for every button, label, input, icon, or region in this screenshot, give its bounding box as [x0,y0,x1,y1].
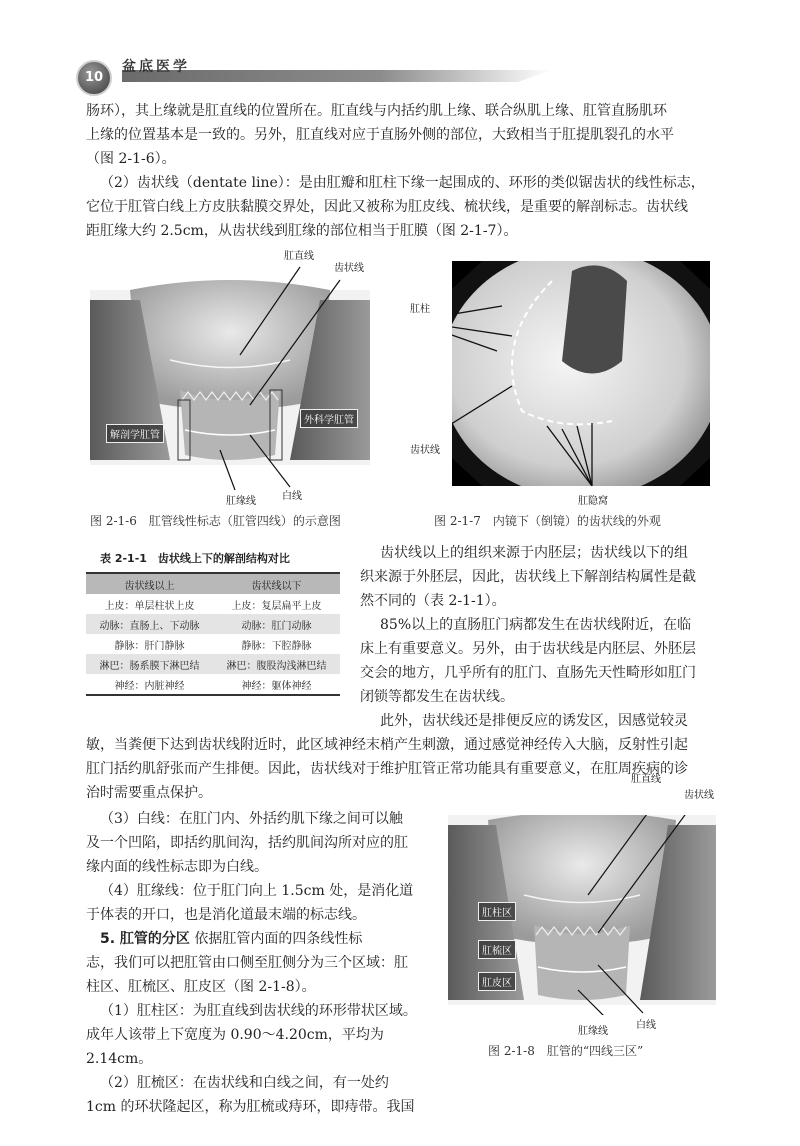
table-cell: 神经：内脏神经 [86,674,213,695]
paragraph-9-line-1: （1）肛柱区：为肛直线到齿状线的环形带状区域。 [100,1003,417,1019]
paragraph-6-line-3: 缘内面的线性标志即为白线。 [86,859,268,875]
table-row [86,674,340,695]
paragraph-3-line-1: 齿状线以上的组织来源于内胚层；齿状线以下的组 [380,545,688,561]
fig2-label-anal-crypt: 肛隐窝 [578,496,608,507]
paragraph-5-line-2: 敏，当粪便下达到齿状线附近时，此区域神经末梢产生刺激，通过感觉神经传入大脑，反射性引起 [86,737,688,753]
table-cell: 神经：躯体神经 [213,674,340,695]
table-cell: 静脉：下腔静脉 [241,640,312,652]
paragraph-2-line-3: 距肛缘大约 2.5cm，从齿状线到肛缘的部位相当于肛膜（图 2-1-7）。 [86,223,518,239]
section-heading: 5. 肛管的分区 [100,931,190,947]
table-cell: 上皮：复层扁平上皮 [231,600,322,612]
fig3-label-dentate-line: 齿状线 [684,790,714,801]
endoscopic-photo [452,261,710,486]
table-title: 表 2-1-1 齿状线上下的解剖结构对比 [100,552,290,565]
table-header: 齿状线以上 [86,573,213,594]
table-cell: 动脉：肛门动脉 [213,614,340,634]
paragraph-2-line-2: 它位于肛管白线上方皮肤黏膜交界处，因此又被称为肛皮线、梳状线，是重要的解剖标志。齿状线 [86,199,688,215]
paragraph-4-line-4: 闭锁等都发生在齿状线。 [360,689,514,705]
fig1-label-surgical-canal: 外科学肛管 [300,409,358,428]
fig1-label-dentate-line: 齿状线 [334,263,364,274]
table-cell: 上皮：单层柱状上皮 [104,600,195,612]
paragraph-1-line-1: 肠环），其上缘就是肛直线的位置所在。肛直线与内括约肌上缘、联合纵肌上缘、肛管直肠肌环 [86,103,667,119]
table-row [86,614,340,634]
paragraph-1-line-2: 上缘的位置基本是一致的。另外，肛直线对应于直肠外侧的部位，大致相当于肛提肌裂孔的水平 [86,127,674,143]
book-title: 盆底医学 [122,59,190,75]
fig3-label-skin-zone: 肛皮区 [478,972,516,991]
fig1-label-anal-verge: 肛缘线 [226,496,256,507]
paragraph-4-line-3: 交会的地方，几乎所有的肛门、直肠先天性畸形如肛门 [360,665,696,681]
fig3-label-anal-verge: 肛缘线 [578,1026,608,1037]
paragraph-6-line-2: 及一个凹陷，即括约肌间沟，括约肌间沟所对应的肛 [86,835,408,851]
fig3-label-white-line: 白线 [636,1020,656,1031]
paragraph-1-line-3: （图 2-1-6）。 [86,151,176,167]
paragraph-9-line-3: 2.14cm。 [86,1051,153,1067]
table-cell: 动脉：直肠上、下动脉 [86,614,213,634]
fig1-label-white-line: 白线 [282,491,302,502]
figure-1-caption: 图 2-1-6 肛管线性标志（肛管四线）的示意图 [90,514,341,528]
figure-2-caption: 图 2-1-7 内镜下（倒镜）的齿状线的外观 [434,514,661,528]
table-cell: 淋巴：腹股沟浅淋巴结 [213,654,340,674]
fig2-label-dentate-line: 齿状线 [410,445,440,456]
fig3-label-pecten-zone: 肛梳区 [478,940,516,959]
table-row [86,654,340,674]
paragraph-10-line-1: （2）肛梳区：在齿状线和白线之间，有一处约 [100,1075,389,1091]
fig2-label-anal-column: 肛柱 [410,304,430,315]
paragraph-5-line-1: 此外，齿状线还是排便反应的诱发区，因感觉较灵 [380,713,688,729]
table-header: 齿状线以下 [213,573,340,594]
paragraph-8-line-1-text: 依据肛管内面的四条线性标 [194,931,363,947]
paragraph-6-line-1: （3）白线：在肛门内、外括约肌下缘之间可以触 [100,811,403,827]
table-cell: 静脉：肝门静脉 [114,640,185,652]
paragraph-7-line-1: （4）肛缘线：位于肛门向上 1.5cm 处，是消化道 [100,883,414,899]
fig3-label-anorectal-line: 肛直线 [631,774,661,785]
table-cell: 淋巴：肠系膜下淋巴结 [86,654,213,674]
paragraph-10-line-2: 1cm 的环状隆起区，称为肛梳或痔环，即痔带。我国 [86,1099,415,1115]
fig1-label-anatomic-canal: 解剖学肛管 [106,424,164,443]
fig3-label-column-zone: 肛柱区 [478,902,516,921]
paragraph-8-line-1 [100,928,430,951]
paragraph-7-line-2: 于体表的开口，也是消化道最末端的标志线。 [86,907,366,923]
table-row [86,594,340,614]
comparison-table [86,572,340,696]
paragraph-4-line-2: 床上有重要意义。另外，由于齿状线是内胚层、外胚层 [360,641,696,657]
fig1-label-anorectal-line: 肛直线 [284,251,314,262]
figure-3-caption: 图 2-1-8 肛管的“四线三区” [488,1044,644,1058]
paragraph-3-line-3: 然不同的（表 2-1-1）。 [360,593,506,609]
paragraph-5-line-3: 肛门括约肌舒张而产生排便。因此，齿状线对于维护肛管正常功能具有重要意义，在肛周疾病的诊 [86,761,688,777]
paragraph-3-line-2: 织来源于外胚层，因此，齿状线上下解剖结构属性是截 [360,569,696,585]
paragraph-8-line-3: 柱区、肛梳区、肛皮区（图 2-1-8）。 [86,979,316,995]
paragraph-2-line-1: （2）齿状线（dentate line）：是由肛瓣和肛柱下缘一起围成的、环形的类似锯齿状的线性标志， [100,175,705,191]
figure-1-leader-lines [90,255,390,505]
page-number: 10 [76,60,112,96]
paragraph-9-line-2: 成年人该带上下宽度为 0.90～4.20cm，平均为 [86,1027,384,1043]
table-row [86,634,340,654]
paragraph-4-line-1: 85%以上的直肠肛门病都发生在齿状线附近，在临 [380,617,692,633]
paragraph-8-line-2: 志，我们可以把肛管由口侧至肛侧分为三个区域：肛 [86,955,408,971]
paragraph-5-line-4: 治时需要重点保护。 [86,785,212,801]
